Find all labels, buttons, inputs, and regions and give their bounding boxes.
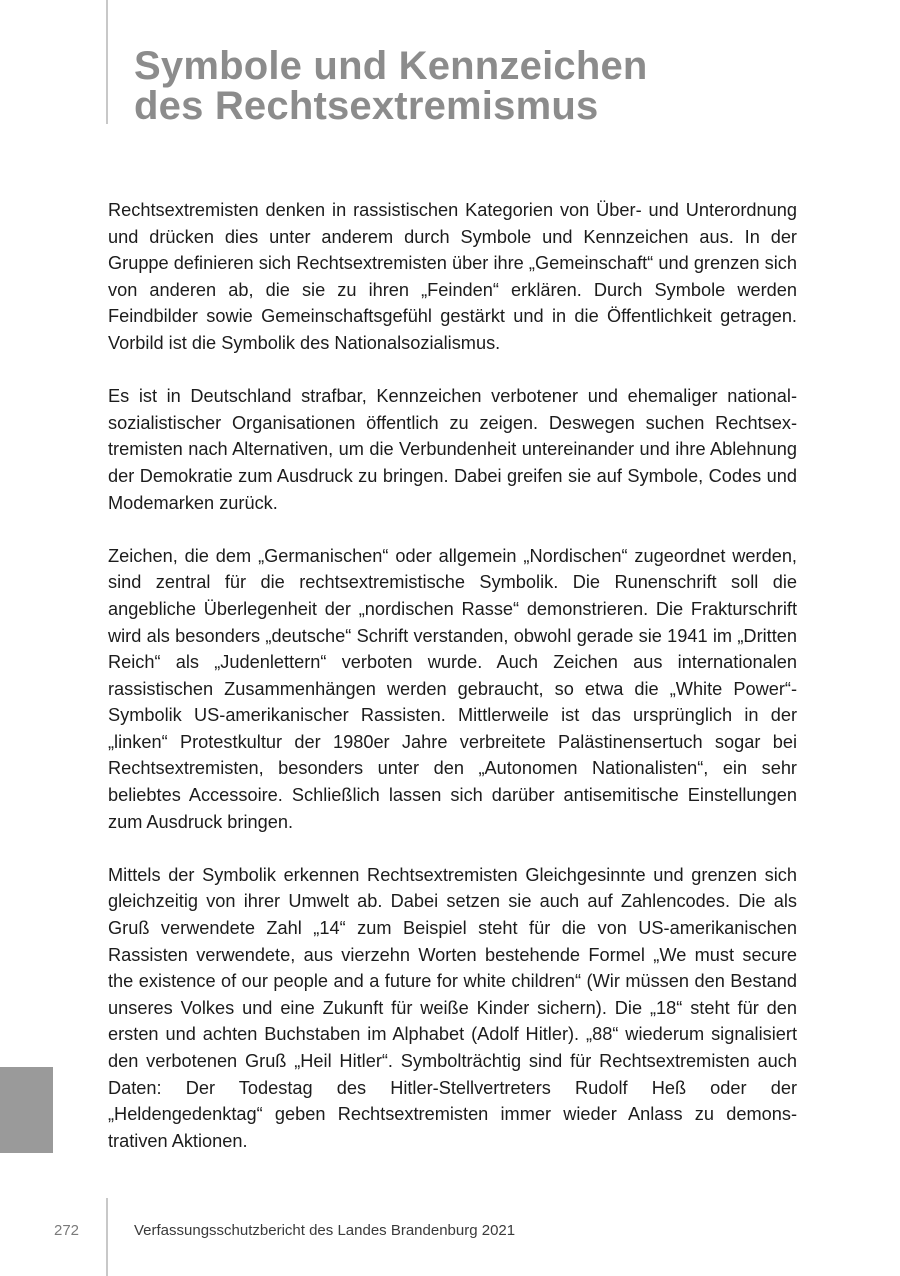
footer-divider-line: [106, 1198, 108, 1276]
paragraph-1: Rechtsextremisten denken in rassistischen Kategorien von Über- und Unterordnung und drücken dies unter anderem durch Symbole und Kennzeichen aus. In der Gruppe definieren sich Rechtsextremisten über ihre „Gemeinschaft“ und grenzen sich von anderen ab, die sie zu ihren „Feinden“ erklären. Durch Symbole werden Feindbilder sowie Gemeinschaftsgefühl gestärkt und in die Öffentlichkeit getragen. Vorbild ist die Symbolik des Nationalsozialismus.: [108, 200, 797, 353]
page-title: [134, 46, 648, 126]
body-text: [108, 197, 797, 1181]
paragraph-2: Es ist in Deutschland strafbar, Kennzeichen verbotener und ehemaliger nationalsozialistischer Organisationen öffentlich zu zeigen. Deswegen suchen Rechtsextremisten nach Alternativen, um die Verbundenheit untereinander und ihre Ablehnung der Demokratie zum Ausdruck zu bringen. Dabei greifen sie auf Symbole, Codes und Modemarken zurück.: [108, 386, 797, 513]
footer-publication-title: Verfassungsschutzbericht des Landes Brandenburg 2021: [134, 1222, 516, 1239]
chapter-marker-tab: [0, 1067, 53, 1153]
paragraph-4: Mittels der Symbolik erkennen Rechtsextremisten Gleichgesinnte und grenzen sich gleichzeitig von ihrer Umwelt ab. Dabei setzen sie auch auf Zahlencodes. Die als Gruß verwendete Zahl „14“ zum Beispiel steht für die von US-amerikanischen Rassisten verwendete, aus vierzehn Worten bestehende Formel „We must secure the existence of our people and a future for white children“ (Wir müssen den Bestand unseres Volkes und eine Zukunft für weiße Kinder sichern). Die „18“ steht für den ersten und achten Buchstaben im Alphabet (Adolf Hitler). „88“ wiederum signalisiert den verbotenen Gruß „Heil Hitler“. Symbolträchtig sind für Rechtsextremisten auch Daten: Der Todestag des Hitler-Stellvertreters Rudolf Heß oder der „Heldengedenktag“ geben Rechtsextremisten immer wieder Anlass zu demonstrativen Aktionen.: [108, 864, 797, 1151]
page-title-line-2: des Rechtsextremismus: [134, 84, 599, 128]
page-number: 272: [54, 1222, 80, 1239]
page-title-line-1: Symbole und Kennzeichen: [134, 44, 648, 88]
header-divider-line: [106, 0, 108, 124]
paragraph-3: Zeichen, die dem „Germanischen“ oder allgemein „Nordischen“ zugeordnet werden, sind zentral für die rechtsextremistische Symbolik. Die Runenschrift soll die angebliche Überlegenheit der „nordischen Rasse“ demonstrieren. Die Frakturschrift wird als besonders „deutsche“ Schrift verstanden, obwohl gerade sie 1941 im „Dritten Reich“ als „Judenlettern“ verboten wurde. Auch Zeichen aus internationalen rassistischen Zusammenhängen werden gebraucht, so etwa die „White Power“-Symbolik US-amerikanischer Rassisten. Mittlerweile ist das ursprünglich in der „linken“ Protestkultur der 1980er Jahre verbreitete Palästinensertuch sogar bei Rechtsextremisten, besonders unter den „Autonomen Nationalisten“, ein sehr beliebtes Accessoire. Schließlich lassen sich darüber antisemitische Einstellungen zum Ausdruck bringen.: [108, 545, 797, 832]
